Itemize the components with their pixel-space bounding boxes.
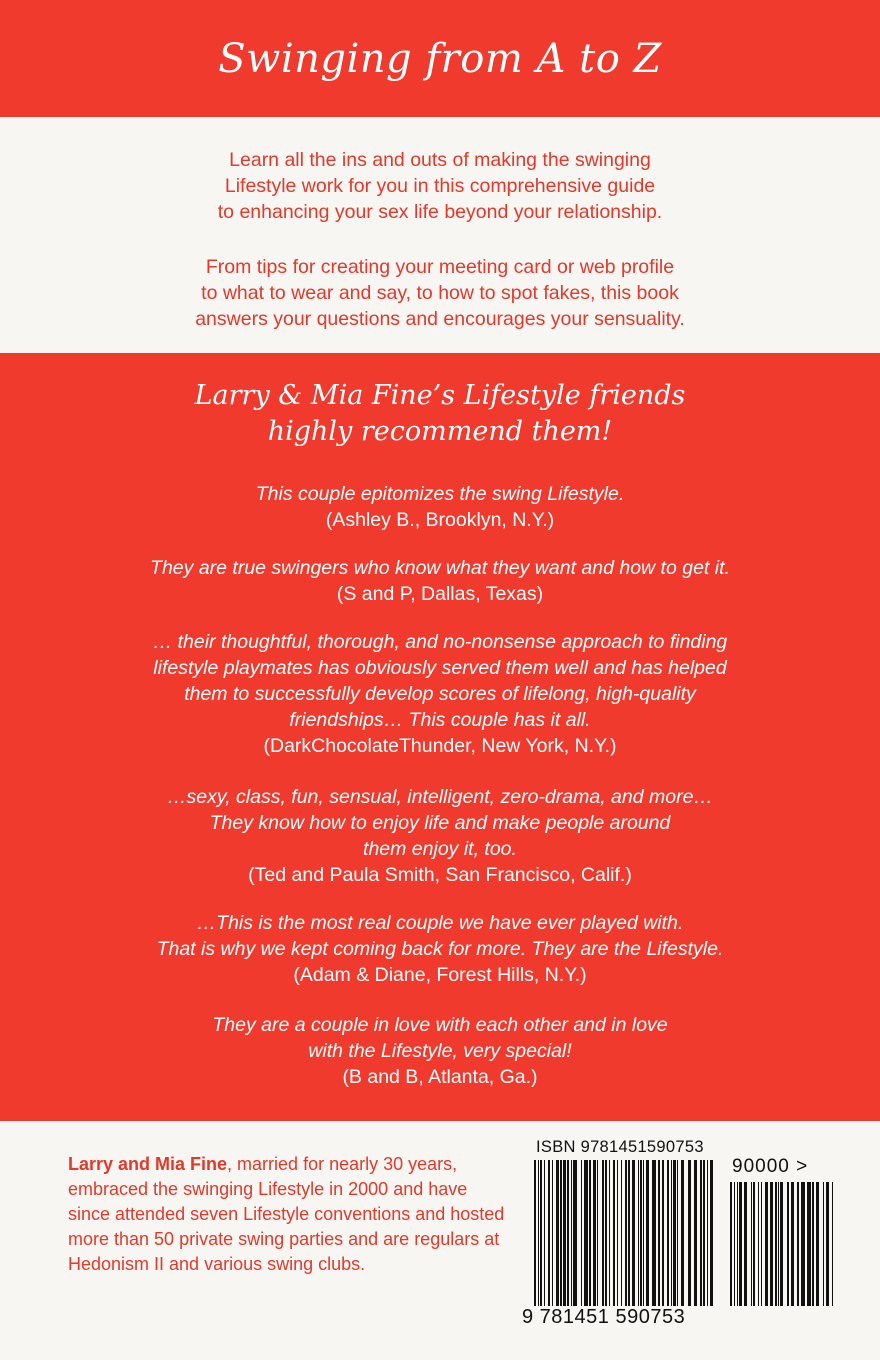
isbn-label: ISBN 9781451590753: [536, 1138, 704, 1156]
barcode-bar: [707, 1160, 708, 1306]
quote-1: [0, 481, 880, 533]
barcode-bar: [770, 1182, 773, 1306]
quote-source: (Adam & Diane, Forest Hills, N.Y.): [293, 964, 587, 986]
barcode-bar: [826, 1182, 829, 1306]
barcode-bar: [758, 1182, 759, 1306]
barcode-bar: [567, 1160, 569, 1306]
barcode-bar: [797, 1182, 799, 1306]
quote-4: [0, 784, 880, 888]
quote-text: They are true swingers who know what they want and how to get it.: [150, 557, 730, 579]
barcode-bar: [730, 1182, 732, 1306]
quote-source: (DarkChocolateThunder, New York, N.Y.): [263, 735, 617, 757]
barcode-bar: [534, 1160, 536, 1306]
barcode-bar: [571, 1160, 572, 1306]
barcode-bar: [544, 1160, 545, 1306]
barcode-bar: [584, 1160, 588, 1306]
barcode-bar: [646, 1160, 649, 1306]
barcode-bar: [540, 1160, 542, 1306]
barcode-bar: [671, 1160, 672, 1306]
barcode-bar: [643, 1160, 644, 1306]
quote-source: (S and P, Dallas, Texas): [336, 583, 544, 605]
barcode-bar: [662, 1160, 664, 1306]
barcode-bar: [602, 1160, 604, 1306]
barcode-bar: [593, 1160, 596, 1306]
barcode-bar: [694, 1160, 697, 1306]
quote-2: [0, 555, 880, 607]
barcode-bar: [658, 1160, 660, 1306]
barcode-bar: [605, 1160, 607, 1306]
barcode-bar: [609, 1160, 610, 1306]
description-paragraph-1: Learn all the ins and outs of making the swinging Lifestyle work for you in this comprehensive guide to enhancing your sex life beyond your relationship.: [217, 149, 663, 223]
barcode-bar: [778, 1182, 779, 1306]
quote-6: [0, 1012, 880, 1090]
barcode-bar: [688, 1160, 691, 1306]
barcode-bar: [681, 1160, 684, 1306]
barcode-bar: [677, 1160, 678, 1306]
barcode-bar: [751, 1182, 752, 1306]
barcode-bar: [652, 1160, 656, 1306]
quote-text: …This is the most real couple we have ever played with. That is why we kept coming back for more. They are the Lifestyle.: [156, 912, 724, 960]
isbn-barcode: [522, 1136, 844, 1332]
barcode-bar: [812, 1182, 814, 1306]
barcode-bar: [667, 1160, 669, 1306]
barcode-bar: [581, 1160, 582, 1306]
isbn-digits: 9 781451 590753: [522, 1306, 686, 1328]
barcode-bar: [823, 1182, 824, 1306]
barcode-bar: [673, 1160, 676, 1306]
barcode-bar: [787, 1182, 789, 1306]
barcode-bar: [613, 1160, 615, 1306]
barcode-bar: [560, 1160, 562, 1306]
barcode-bar: [761, 1182, 762, 1306]
barcode-bar: [538, 1160, 539, 1306]
barcode-bar: [775, 1182, 777, 1306]
barcode-bar: [734, 1182, 735, 1306]
barcode-bar: [638, 1160, 639, 1306]
description-paragraph-2: From tips for creating your meeting card or web profile to what to wear and say, to how to spot fakes, this book answers your questions and encourages your sensuality.: [195, 256, 685, 330]
quote-5: [0, 910, 880, 988]
barcode-bar: [765, 1182, 768, 1306]
barcode-bar: [807, 1182, 811, 1306]
barcode-bar: [552, 1160, 553, 1306]
quote-text: … their thoughtful, thorough, and no-nonsense approach to finding lifestyle playmates has obviously served them well and has helped them to successfully develop scores of lifelong, high-quality friendships… This couple has it all.: [152, 631, 728, 731]
barcode-bar: [621, 1160, 622, 1306]
barcode-bar: [563, 1160, 566, 1306]
barcode-bar: [780, 1182, 783, 1306]
price-addon-bars: [730, 1182, 834, 1328]
quote-text: They are a couple in love with each other and in love with the Lifestyle, very special!: [212, 1014, 668, 1062]
quote-source: (Ashley B., Brooklyn, N.Y.): [325, 509, 555, 531]
barcode-bar: [640, 1160, 642, 1306]
barcode-bars: [534, 1160, 714, 1306]
barcode-bar: [832, 1182, 833, 1306]
author-names: Larry and Mia Fine: [68, 1154, 228, 1174]
barcode-bar: [791, 1182, 794, 1306]
quote-text: …sexy, class, fun, sensual, intelligent, zero-drama, and more… They know how to enjoy life and make people around them enjoy it, too.: [167, 786, 713, 860]
barcode-bar: [700, 1160, 702, 1306]
barcode-bar: [737, 1182, 738, 1306]
barcode-bar: [710, 1160, 713, 1306]
price-code: 90000 >: [732, 1156, 809, 1177]
barcode-bar: [573, 1160, 577, 1306]
author-bio: [68, 1152, 508, 1277]
barcode-bar: [548, 1160, 550, 1306]
barcode-bar: [597, 1160, 598, 1306]
quote-3: [0, 629, 880, 759]
barcode-bar: [628, 1160, 630, 1306]
barcode-bar: [632, 1160, 635, 1306]
praise-heading: Larry & Mia Fine’s Lifestyle friends highly recommend them!: [194, 380, 686, 447]
quote-source: (B and B, Atlanta, Ga.): [342, 1066, 538, 1088]
barcode-bar: [816, 1182, 819, 1306]
bio-text: , married for nearly 30 years, embraced the swinging Lifestyle in 2000 and have since attended seven Lifestyle conventions and hosted more than 50 private swing parties and are regulars at Hedonism II and various swing clubs.: [68, 1154, 505, 1274]
quote-text: This couple epitomizes the swing Lifestyle.: [255, 483, 625, 505]
barcode-bar: [589, 1160, 591, 1306]
barcode-bar: [739, 1182, 742, 1306]
barcode-bar: [617, 1160, 618, 1306]
barcode-bar: [744, 1182, 747, 1306]
barcode-bar: [703, 1160, 705, 1306]
barcode-bar: [556, 1160, 559, 1306]
barcode-bar: [801, 1182, 805, 1306]
barcode-bar: [625, 1160, 627, 1306]
barcode-bar: [753, 1182, 755, 1306]
book-title: Swinging from A to Z: [218, 36, 662, 82]
quote-source: (Ted and Paula Smith, San Francisco, Calif.): [248, 864, 632, 886]
